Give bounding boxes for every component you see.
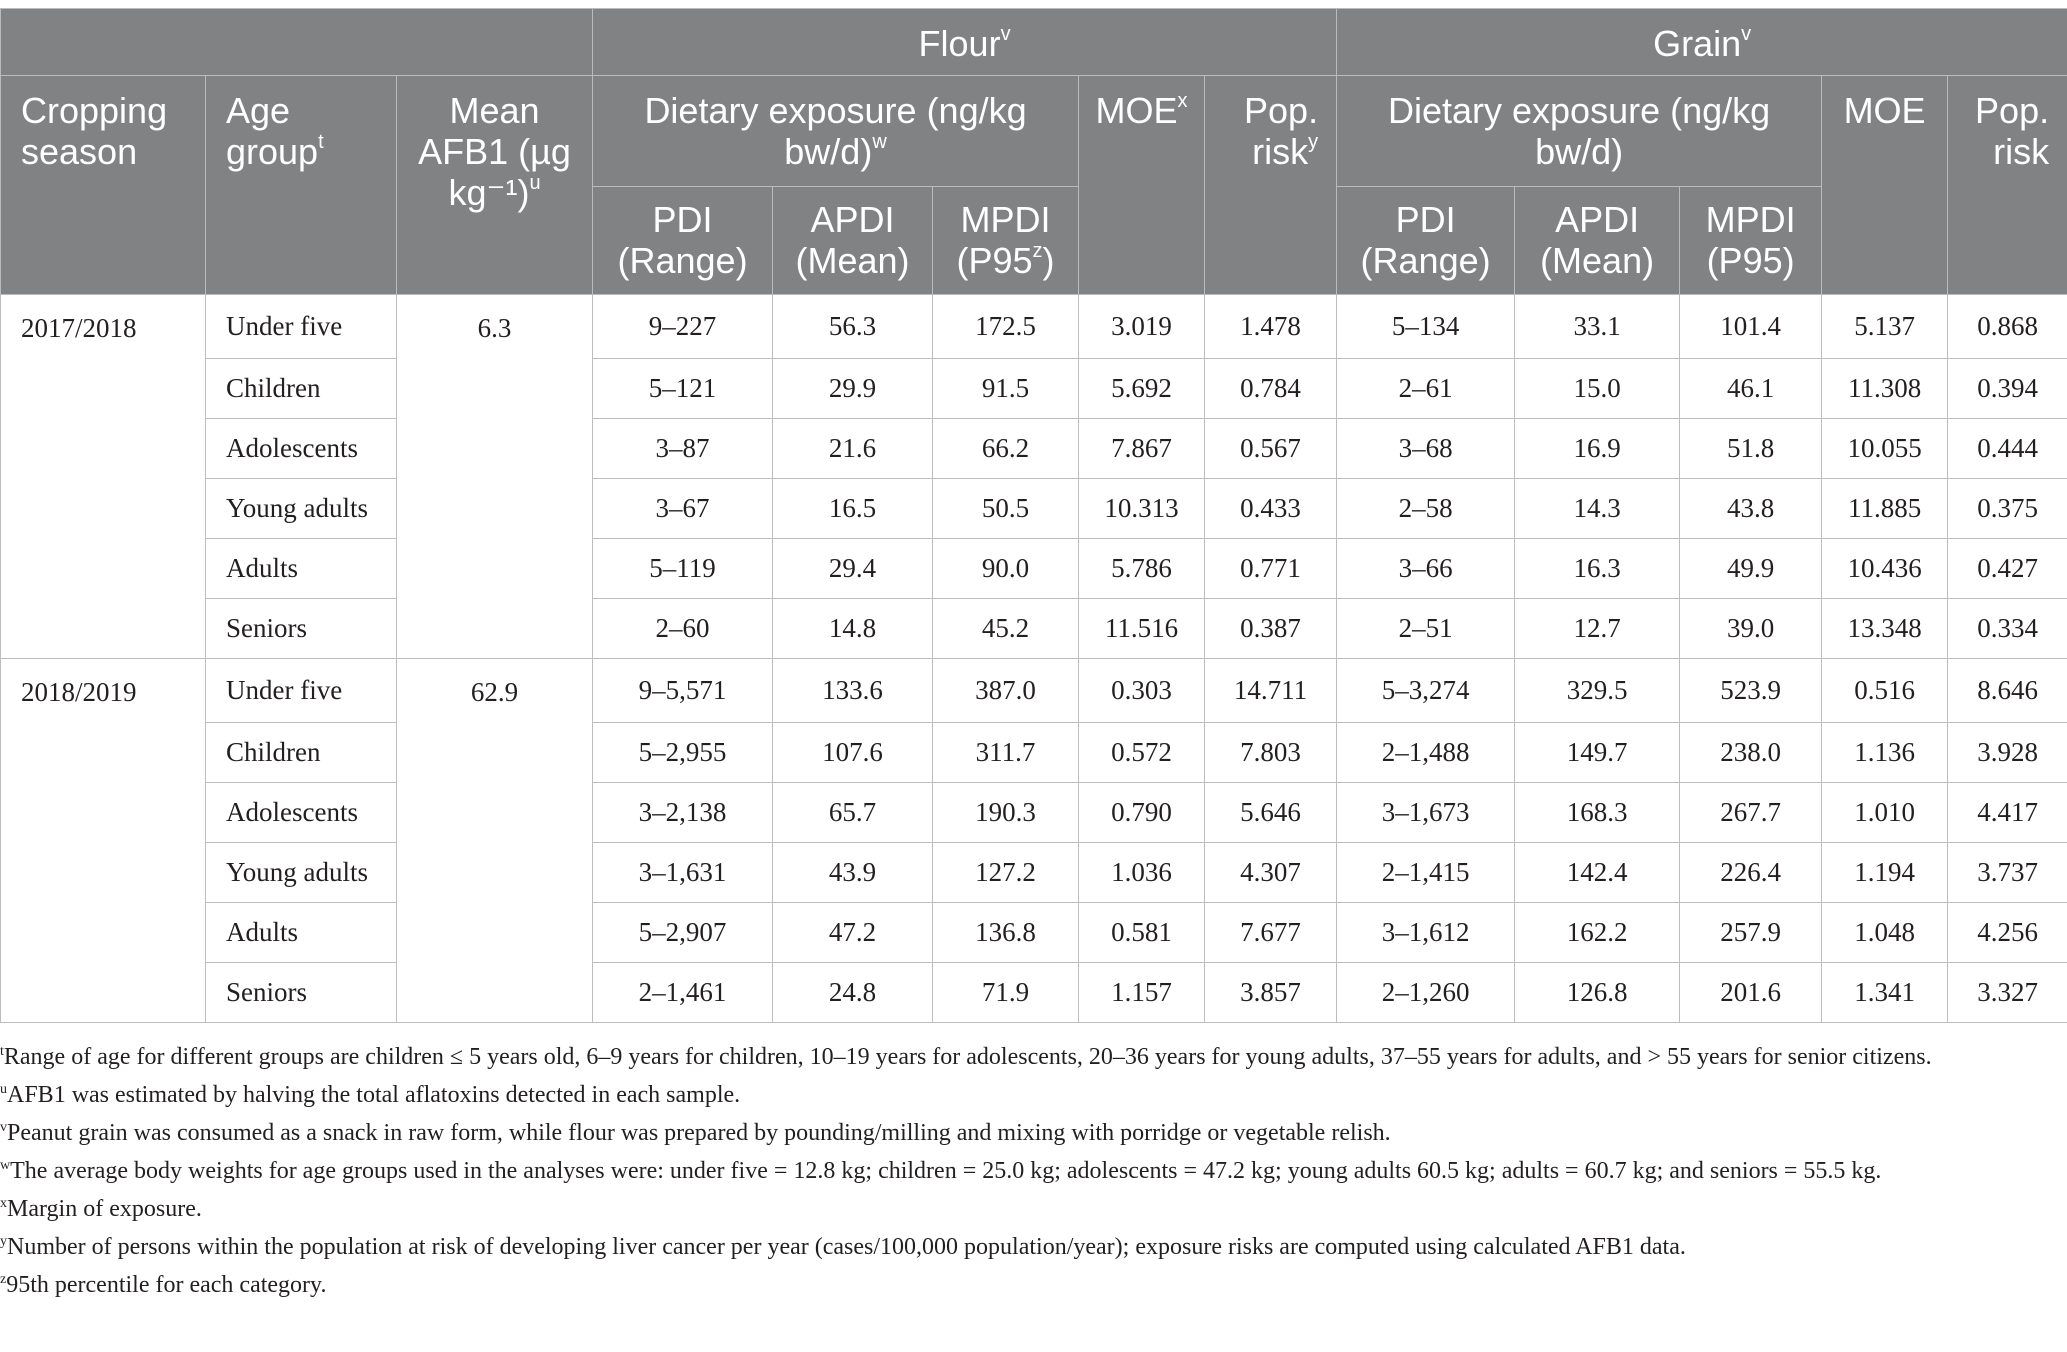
footnote-text: Peanut grain was consumed as a snack in raw form, while flour was prepared by pounding/milling and mixing with porridge or vegetable relish. [7,1120,1391,1146]
value-cell: 2–61 [1337,359,1515,419]
footnote [0,1076,2045,1114]
value-cell: 49.9 [1680,539,1822,599]
footnote-mark: u [0,1082,7,1097]
value-cell: 50.5 [933,479,1079,539]
value-cell: 329.5 [1515,659,1680,723]
value-cell: 5–119 [593,539,773,599]
value-cell: 1.136 [1822,723,1948,783]
header-flour [593,9,1337,76]
value-cell: 5–134 [1337,295,1515,359]
value-cell: 5.692 [1079,359,1205,419]
exposure-table [0,8,2067,1023]
value-cell: 0.790 [1079,783,1205,843]
value-cell: 0.387 [1205,599,1337,659]
table-row [1,419,2067,479]
mean-afb1-cell: 62.9 [397,659,593,1023]
value-cell: 15.0 [1515,359,1680,419]
header-blank [1,9,593,76]
footnote-text: 95th percentile for each category. [6,1272,327,1298]
value-cell: 238.0 [1680,723,1822,783]
pop-risk-grain-label: Pop. risk [1975,90,2050,172]
value-cell: 16.3 [1515,539,1680,599]
header-age-group [206,76,397,295]
footnotes [0,1038,2045,1304]
pdi-flour-label: PDI (Range) [617,199,748,281]
footnote-text: AFB1 was estimated by halving the total aflatoxins detected in each sample. [7,1082,741,1108]
value-cell: 12.7 [1515,599,1680,659]
age-group-cell: Under five [206,295,397,359]
header-pdi-grain [1337,187,1515,295]
age-group-cell: Seniors [206,599,397,659]
value-cell: 3–67 [593,479,773,539]
header-mpdi-flour [933,187,1079,295]
value-cell: 45.2 [933,599,1079,659]
value-cell: 39.0 [1680,599,1822,659]
value-cell: 1.157 [1079,963,1205,1023]
value-cell: 0.516 [1822,659,1948,723]
header-mean-afb1 [397,76,593,295]
footnote-mark: t [0,1044,4,1059]
value-cell: 226.4 [1680,843,1822,903]
value-cell: 5.646 [1205,783,1337,843]
value-cell: 11.885 [1822,479,1948,539]
value-cell: 127.2 [933,843,1079,903]
value-cell: 56.3 [773,295,933,359]
value-cell: 66.2 [933,419,1079,479]
value-cell: 311.7 [933,723,1079,783]
value-cell: 1.036 [1079,843,1205,903]
table-row [1,539,2067,599]
value-cell: 1.194 [1822,843,1948,903]
value-cell: 0.303 [1079,659,1205,723]
value-cell: 29.9 [773,359,933,419]
age-group-cell: Young adults [206,843,397,903]
value-cell: 523.9 [1680,659,1822,723]
footnote [0,1266,2045,1304]
value-cell: 8.646 [1948,659,2067,723]
grain-label: Grain [1653,23,1742,64]
value-cell: 3–1,631 [593,843,773,903]
footnote-mark: v [1000,23,1011,45]
value-cell: 190.3 [933,783,1079,843]
footnote-text: Margin of exposure. [7,1196,202,1222]
header-pop-risk-flour [1205,76,1337,295]
value-cell: 149.7 [1515,723,1680,783]
mean-afb1-cell: 6.3 [397,295,593,659]
value-cell: 3–66 [1337,539,1515,599]
footnote-mark: y [1308,131,1319,153]
value-cell: 0.572 [1079,723,1205,783]
pdi-grain-label: PDI (Range) [1360,199,1491,281]
footnote-mark: v [0,1120,7,1135]
age-group-cell: Children [206,359,397,419]
value-cell: 1.048 [1822,903,1948,963]
header-pop-risk-grain [1948,76,2067,295]
value-cell: 43.9 [773,843,933,903]
table-row [1,659,2067,723]
value-cell: 90.0 [933,539,1079,599]
value-cell: 5–2,955 [593,723,773,783]
value-cell: 0.771 [1205,539,1337,599]
footnote-mark: t [318,131,324,153]
footnote-mark: z [0,1272,7,1287]
age-group-cell: Children [206,723,397,783]
age-group-cell: Under five [206,659,397,723]
footnote-mark: w [872,131,887,153]
value-cell: 101.4 [1680,295,1822,359]
table-row [1,963,2067,1023]
header-moe-grain [1822,76,1948,295]
footnote-mark: w [0,1158,11,1173]
flour-label: Flour [918,23,1001,64]
header-mpdi-grain [1680,187,1822,295]
table-row [1,479,2067,539]
age-group-cell: Seniors [206,963,397,1023]
value-cell: 267.7 [1680,783,1822,843]
apdi-flour-label: APDI (Mean) [795,199,910,281]
age-group-cell: Adults [206,903,397,963]
value-cell: 9–5,571 [593,659,773,723]
header-pdi-flour [593,187,773,295]
value-cell: 1.478 [1205,295,1337,359]
value-cell: 387.0 [933,659,1079,723]
value-cell: 2–51 [1337,599,1515,659]
footnote-text: Number of persons within the population at risk of developing liver cancer per year (cases/100,000 population/year); exposure risks are computed using calculated AFB1 data. [7,1234,1686,1260]
value-cell: 2–1,461 [593,963,773,1023]
table-body [1,295,2067,1023]
value-cell: 2–1,260 [1337,963,1515,1023]
dietary-flour-label: Dietary exposure (ng/kg bw/d) [644,90,1027,172]
value-cell: 3.327 [1948,963,2067,1023]
value-cell: 257.9 [1680,903,1822,963]
value-cell: 3–1,673 [1337,783,1515,843]
value-cell: 0.334 [1948,599,2067,659]
footnote-mark: u [529,172,541,194]
value-cell: 10.436 [1822,539,1948,599]
value-cell: 11.516 [1079,599,1205,659]
table-row [1,903,2067,963]
value-cell: 7.803 [1205,723,1337,783]
value-cell: 142.4 [1515,843,1680,903]
value-cell: 4.417 [1948,783,2067,843]
footnote-mark: x [1177,90,1188,112]
age-group-cell: Adults [206,539,397,599]
value-cell: 51.8 [1680,419,1822,479]
value-cell: 14.711 [1205,659,1337,723]
value-cell: 33.1 [1515,295,1680,359]
value-cell: 14.3 [1515,479,1680,539]
value-cell: 3.737 [1948,843,2067,903]
value-cell: 24.8 [773,963,933,1023]
table-row [1,843,2067,903]
value-cell: 5.137 [1822,295,1948,359]
value-cell: 2–1,415 [1337,843,1515,903]
value-cell: 2–58 [1337,479,1515,539]
value-cell: 0.433 [1205,479,1337,539]
value-cell: 7.677 [1205,903,1337,963]
footnote-mark: y [0,1234,7,1249]
value-cell: 0.581 [1079,903,1205,963]
value-cell: 0.567 [1205,419,1337,479]
pop-risk-flour-label: Pop. risk [1244,90,1319,172]
value-cell: 71.9 [933,963,1079,1023]
value-cell: 46.1 [1680,359,1822,419]
value-cell: 7.867 [1079,419,1205,479]
mpdi-grain-label: MPDI (P95) [1705,199,1796,281]
value-cell: 0.375 [1948,479,2067,539]
dietary-grain-label: Dietary exposure (ng/kg bw/d) [1387,90,1771,172]
value-cell: 16.9 [1515,419,1680,479]
value-cell: 172.5 [933,295,1079,359]
value-cell: 3.019 [1079,295,1205,359]
table-row [1,783,2067,843]
value-cell: 65.7 [773,783,933,843]
table-row [1,723,2067,783]
value-cell: 0.868 [1948,295,2067,359]
footnote-text: The average body weights for age groups used in the analyses were: under five = 12.8 kg; children = 25.0 kg; adolescents = 47.2 kg; young adults 60.5 kg; adults = 60.7 kg; and seniors = 55.5 kg. [10,1158,1882,1184]
value-cell: 11.308 [1822,359,1948,419]
value-cell: 14.8 [773,599,933,659]
value-cell: 2–1,488 [1337,723,1515,783]
footnote-mark: x [0,1196,7,1211]
value-cell: 162.2 [1515,903,1680,963]
mean-afb1-label: Mean AFB1 (µg kg⁻¹) [418,90,571,213]
value-cell: 107.6 [773,723,933,783]
value-cell: 5–3,274 [1337,659,1515,723]
footnote [0,1114,2045,1152]
footnote [0,1152,2045,1190]
value-cell: 126.8 [1515,963,1680,1023]
footnote [0,1190,2045,1228]
mpdi-flour-label: MPDI (P95 [956,199,1051,281]
age-group-label: Age group [226,90,319,172]
value-cell: 201.6 [1680,963,1822,1023]
apdi-grain-label: APDI (Mean) [1540,199,1655,281]
value-cell: 13.348 [1822,599,1948,659]
value-cell: 91.5 [933,359,1079,419]
moe-flour-label: MOE [1095,90,1178,131]
value-cell: 10.313 [1079,479,1205,539]
value-cell: 5–2,907 [593,903,773,963]
moe-grain-label: MOE [1843,90,1926,131]
value-cell: 3.857 [1205,963,1337,1023]
header-moe-flour [1079,76,1205,295]
footnote-text: Range of age for different groups are children ≤ 5 years old, 6–9 years for children, 10–19 years for adolescents, 20–36 years for young adults, 37–55 years for adults, and > 55 years for senior citizens. [3,1044,1932,1070]
value-cell: 10.055 [1822,419,1948,479]
value-cell: 3–68 [1337,419,1515,479]
table-row [1,599,2067,659]
value-cell: 1.341 [1822,963,1948,1023]
value-cell: 0.784 [1205,359,1337,419]
season-cell: 2017/2018 [1,295,206,659]
value-cell: 4.307 [1205,843,1337,903]
header-apdi-grain [1515,187,1680,295]
value-cell: 133.6 [773,659,933,723]
age-group-cell: Young adults [206,479,397,539]
value-cell: 2–60 [593,599,773,659]
value-cell: 5.786 [1079,539,1205,599]
value-cell: 21.6 [773,419,933,479]
value-cell: 0.394 [1948,359,2067,419]
value-cell: 0.444 [1948,419,2067,479]
table-row [1,359,2067,419]
value-cell: 136.8 [933,903,1079,963]
footnote [0,1228,2045,1266]
header-apdi-flour [773,187,933,295]
header-cropping-season [1,76,206,295]
value-cell: 47.2 [773,903,933,963]
footnote [0,1038,2045,1076]
footnote-mark: z [1032,240,1043,262]
value-cell: 4.256 [1948,903,2067,963]
header-dietary-grain [1337,76,1822,187]
value-cell: 0.427 [1948,539,2067,599]
header-dietary-flour [593,76,1079,187]
cropping-season-label: Cropping season [21,90,168,172]
value-cell: 43.8 [1680,479,1822,539]
table-row [1,295,2067,359]
value-cell: 29.4 [773,539,933,599]
value-cell: 9–227 [593,295,773,359]
footnote-mark: v [1741,23,1752,45]
season-cell: 2018/2019 [1,659,206,1023]
value-cell: 3–1,612 [1337,903,1515,963]
value-cell: 168.3 [1515,783,1680,843]
header-grain [1337,9,2067,76]
value-cell: 3–87 [593,419,773,479]
value-cell: 3.928 [1948,723,2067,783]
age-group-cell: Adolescents [206,783,397,843]
value-cell: 1.010 [1822,783,1948,843]
value-cell: 3–2,138 [593,783,773,843]
table-header [1,9,2067,295]
value-cell: 16.5 [773,479,933,539]
value-cell: 5–121 [593,359,773,419]
age-group-cell: Adolescents [206,419,397,479]
mpdi-flour-close: ) [1042,240,1055,281]
